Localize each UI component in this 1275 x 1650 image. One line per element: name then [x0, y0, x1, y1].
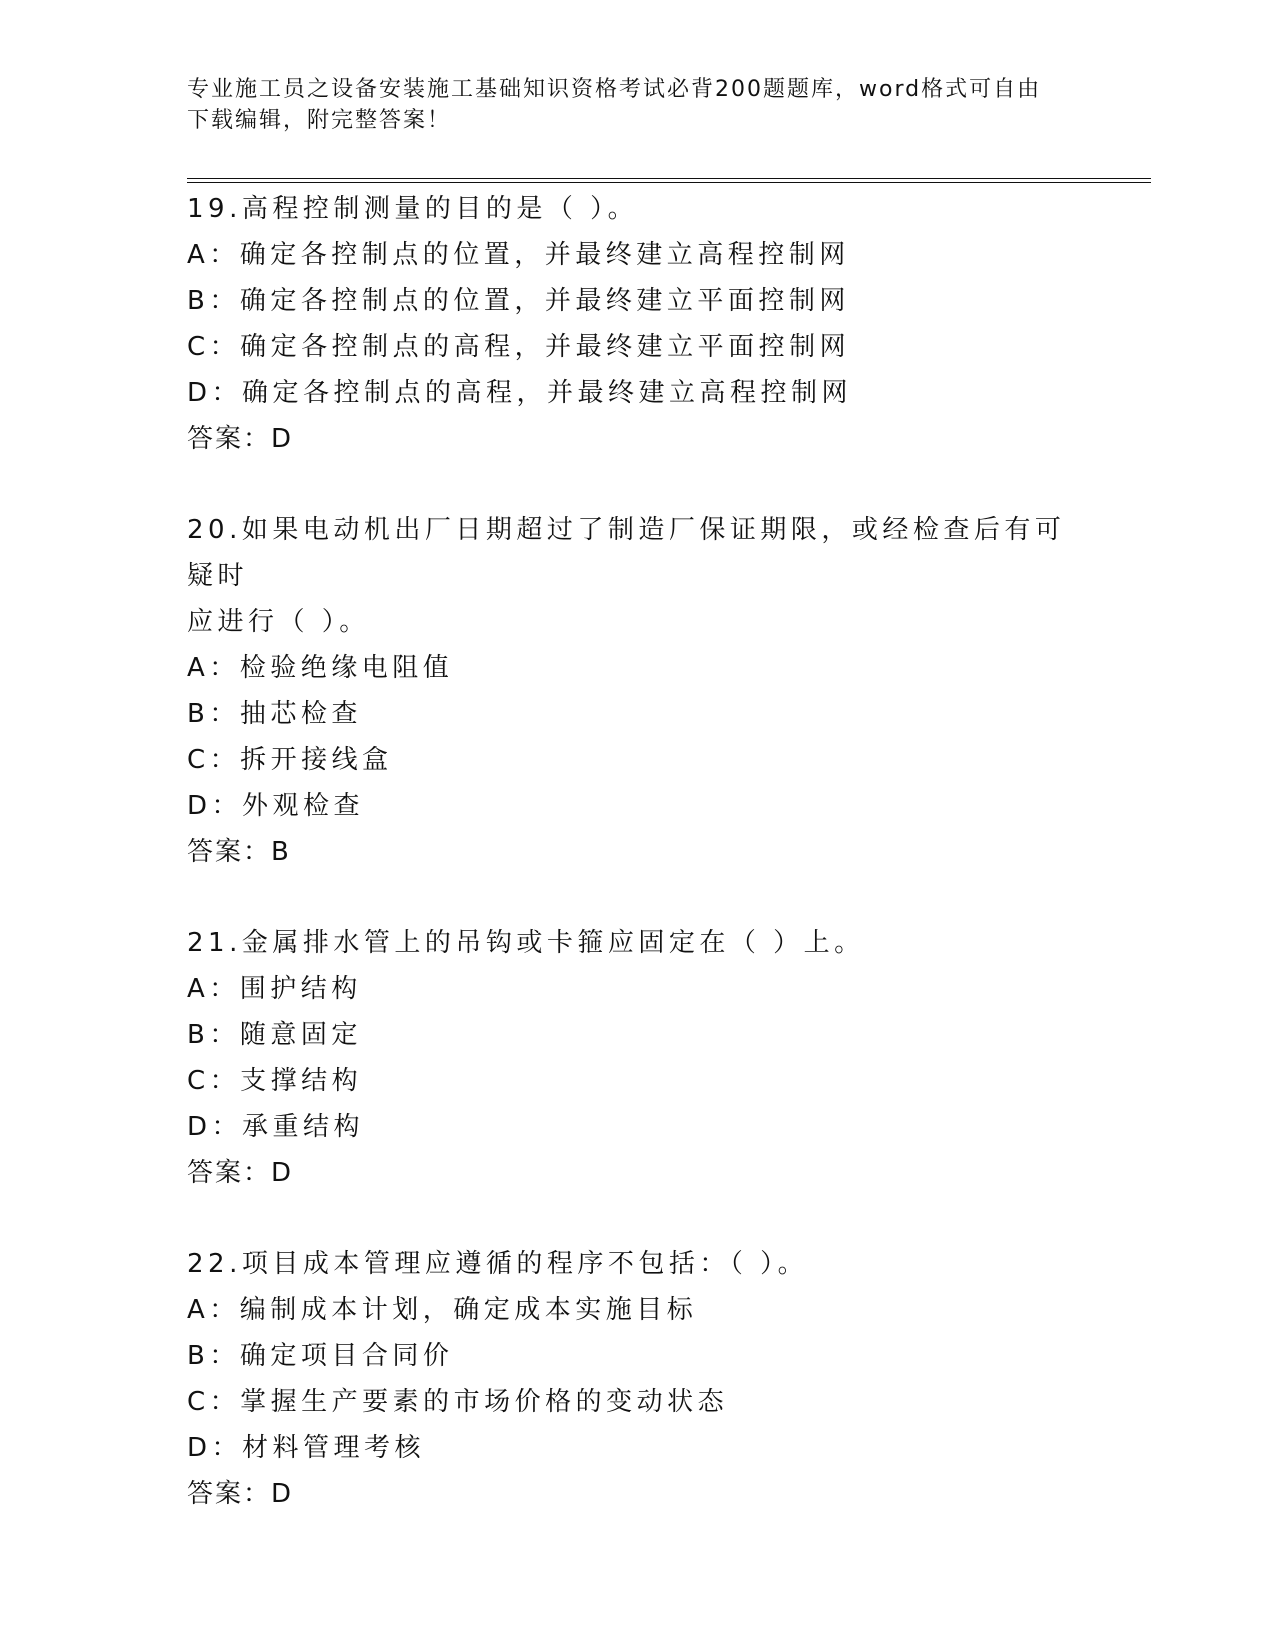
header-line-2: 下载编辑，附完整答案！ [187, 108, 452, 133]
question-stem: 19.高程控制测量的目的是（ ）。 [187, 194, 639, 224]
question-stem: 21.金属排水管上的吊钩或卡箍应固定在（ ）上。 [187, 928, 865, 958]
option-b: B：抽芯检查 [187, 699, 362, 729]
option-a: A：检验绝缘电阻值 [187, 653, 454, 683]
option-d: D：外观检查 [187, 791, 365, 821]
answer-line: 答案：D [187, 1158, 294, 1188]
option-c: C：支撑结构 [187, 1066, 363, 1096]
option-c: C：拆开接线盒 [187, 745, 393, 775]
header-divider-bottom [187, 182, 1151, 183]
option-d: D：承重结构 [187, 1112, 365, 1142]
answer-line: 答案：B [187, 837, 291, 867]
question-19 [187, 186, 1087, 462]
option-c: C：确定各控制点的高程，并最终建立平面控制网 [187, 332, 851, 362]
option-a: A：围护结构 [187, 974, 362, 1004]
answer-line: 答案：D [187, 1479, 294, 1509]
header-divider-top [187, 178, 1151, 179]
document-header [187, 74, 1087, 136]
header-line-1: 专业施工员之设备安装施工基础知识资格考试必背200题题库，word格式可自由 [187, 77, 1042, 102]
question-22 [187, 1241, 1087, 1517]
option-b: B：确定项目合同价 [187, 1341, 454, 1371]
option-a: A：确定各控制点的位置，并最终建立高程控制网 [187, 240, 850, 270]
answer-line: 答案：D [187, 424, 294, 454]
option-d: D：确定各控制点的高程，并最终建立高程控制网 [187, 378, 853, 408]
question-stem: 22.项目成本管理应遵循的程序不包括：（ ）。 [187, 1249, 809, 1279]
option-a: A：编制成本计划，确定成本实施目标 [187, 1295, 698, 1325]
question-list [187, 186, 1087, 1562]
option-b: B：确定各控制点的位置，并最终建立平面控制网 [187, 286, 850, 316]
option-d: D：材料管理考核 [187, 1433, 426, 1463]
question-21 [187, 920, 1087, 1196]
option-c: C：掌握生产要素的市场价格的变动状态 [187, 1387, 729, 1417]
option-b: B：随意固定 [187, 1020, 362, 1050]
question-stem: 20.如果电动机出厂日期超过了制造厂保证期限，或经检查后有可疑时 [187, 515, 1066, 591]
question-stem-continued: 应进行（ ）。 [187, 607, 370, 637]
question-20 [187, 507, 1087, 875]
